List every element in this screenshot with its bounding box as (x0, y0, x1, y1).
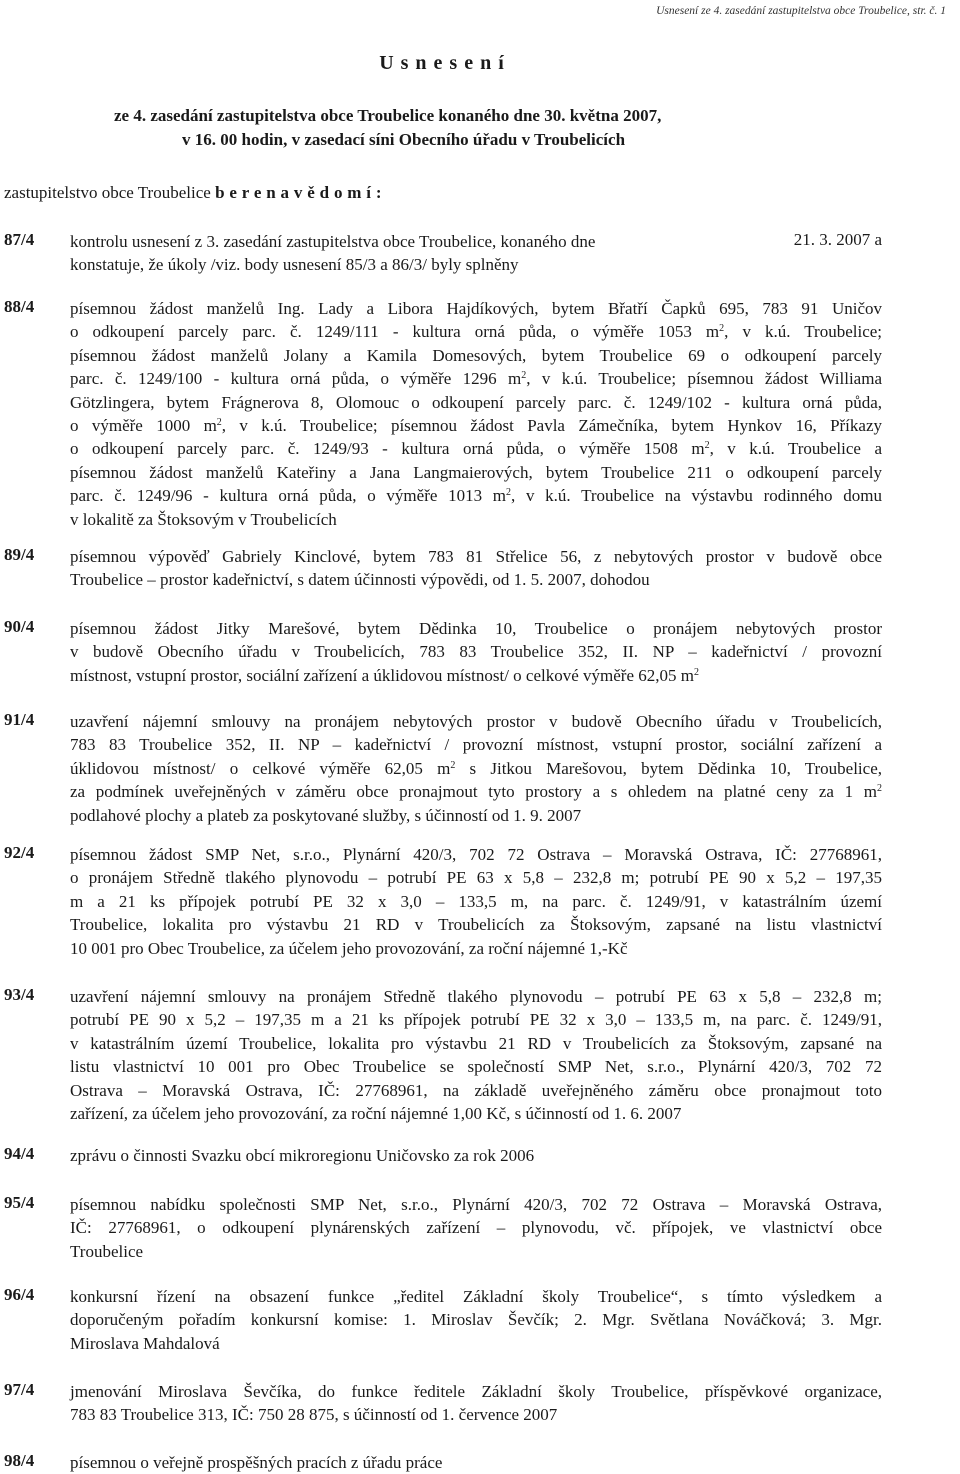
resolution-88-4 (4, 297, 882, 531)
resolution-90-4 (4, 617, 882, 687)
resolution-line: o pronájem Středně tlakého plynovodu – potrubí PE 63 x 5,8 – 232,8 m; potrubí PE 90 x 5,2 – 197,35 (70, 868, 882, 888)
resolution-line: písemnou nabídku společnosti SMP Net, s.r.o., Plynární 420/3, 702 72 Ostrava – Moravská Ostrava, (70, 1195, 882, 1214)
resolution-text (70, 617, 882, 687)
resolution-line: konkursní řízení na obsazení funkce „ředitel Základní školy Troubelice“, s tímto výsledkem a (70, 1287, 882, 1306)
resolution-text (70, 710, 882, 827)
resolution-line: v katastrálním území Troubelice, lokalita pro výstavbu 21 RD v Troubelicích za Štoksovým, zapsané na (70, 1033, 882, 1053)
intro-text: zastupitelstvo obce Troubelice (4, 183, 216, 202)
resolution-text (70, 843, 882, 960)
resolution-line: potrubí PE 90 x 5,2 – 197,35 m a 21 ks přípojek potrubí PE 32 x 3,0 – 133,5 m, na parc. č. 1249/91, (70, 1010, 882, 1030)
running-header: Usnesení ze 4. zasedání zastupitelstva obce Troubelice, str. č. 1 (656, 5, 946, 17)
resolution-94-4 (4, 1144, 882, 1167)
resolution-91-4 (4, 710, 882, 827)
resolution-number: 87/4 (4, 230, 35, 249)
resolution-line: písemnou žádost manželů Jolany a Kamila Domesových, bytem Troubelice 69 o odkoupení parcely (70, 345, 882, 365)
resolution-line: místnost, vstupní prostor, sociální zařízení a úklidovou místnost/ o celkové výměře 62,05 $m^2$ (70, 665, 699, 685)
resolution-line: IČ: 27768961, o odkoupení plynárenských zařízení – plynovodu, vč. přípojek, ve vlastnictví obce (70, 1218, 882, 1238)
resolution-number: 97/4 (4, 1380, 35, 1399)
resolution-93-4 (4, 985, 882, 1125)
resolution-line: Troubelice, lokalita pro výstavbu 21 RD v Troubelicích za Štoksovým, zapsané na listu vlastnictví (70, 915, 882, 935)
intro-emphasis: b e r e n a v ě d o m í : (215, 183, 382, 202)
resolution-line: úklidovou místnost/ o celkové výměře 62,05 $m^2$ s Jitkou Marešovou, bytem Dědinka 10, Troubelice, (70, 758, 882, 778)
intro-statement (4, 183, 382, 203)
resolution-line: 10 001 pro Obec Troubelice, za účelem jeho provozování, za roční nájemné 1,-Kč (70, 938, 628, 958)
resolution-line: písemnou žádost SMP Net, s.r.o., Plynární 420/3, 702 72 Ostrava – Moravská Ostrava, IČ: 27768961, (70, 845, 882, 864)
resolution-line: o odkoupení parcely parc. č. 1249/111 - kultura orná půda, o výměře 1053 $m^2$, v k.ú. Troubelice; (70, 322, 883, 342)
resolution-number: 93/4 (4, 985, 35, 1004)
resolution-97-4 (4, 1380, 882, 1427)
resolution-line: podlahové plochy a plateb za poskytované služby, s účinností od 1. 9. 2007 (70, 805, 582, 825)
resolution-number: 92/4 (4, 843, 35, 862)
resolution-number: 96/4 (4, 1285, 35, 1304)
resolution-text (70, 1380, 882, 1427)
resolution-text (70, 230, 882, 277)
resolution-number: 95/4 (4, 1193, 35, 1212)
resolution-line: zprávu o činnosti Svazku obcí mikroregionu Uničovsko za rok 2006 (70, 1146, 535, 1165)
resolution-text (70, 545, 882, 592)
resolution-date-aside: 21. 3. 2007 a (793, 230, 882, 249)
resolution-line: písemnou výpověď Gabriely Kinclové, bytem 783 81 Střelice 56, z nebytových prostor v budově obce (70, 547, 882, 566)
resolution-text (70, 297, 882, 531)
document-title: U s n e s e n í (379, 52, 505, 74)
resolution-line: doporučeným pořadím konkursní komise: 1. Miroslav Ševčík; 2. Mgr. Světlana Nováčková; 3. Mgr. (70, 1310, 882, 1330)
resolution-96-4 (4, 1285, 882, 1355)
resolution-line: zařízení, za účelem jeho provozování, za roční nájemné 1,00 Kč, s účinností od 1. 6. 2007 (70, 1104, 682, 1124)
resolution-line: uzavření nájemní smlouvy na pronájem Středně tlakého plynovodu – potrubí PE 63 x 5,8 – 232,8 m; (70, 987, 882, 1006)
resolution-line: za podmínek uveřejněných v záměru obce pronajmout tyto prostory a s ohledem na platné ceny za 1 $m^2$ (70, 782, 882, 802)
resolution-95-4 (4, 1193, 882, 1263)
resolution-number: 98/4 (4, 1451, 35, 1470)
resolution-line: uzavření nájemní smlouvy na pronájem nebytových prostor v budově Obecního úřadu v Troubelicích, (70, 712, 882, 731)
resolution-line: písemnou žádost manželů Kateřiny a Jana Langmaierových, bytem Troubelice 211 o odkoupení parcely (70, 462, 882, 482)
resolution-number: 91/4 (4, 710, 35, 729)
resolution-89-4 (4, 545, 882, 592)
resolution-text (70, 1144, 882, 1167)
resolution-number: 94/4 (4, 1144, 35, 1163)
resolution-number: 88/4 (4, 297, 35, 316)
document-subtitle (114, 104, 661, 151)
resolution-text (70, 985, 882, 1125)
resolution-line: Troubelice (70, 1241, 144, 1261)
resolution-92-4 (4, 843, 882, 960)
resolution-line: Miroslava Mahdalová (70, 1333, 220, 1353)
resolution-line: m a 21 ks přípojek potrubí PE 32 x 3,0 – 133,5 m, na parc. č. 1249/91, v katastrálním území (70, 891, 882, 911)
resolution-number: 90/4 (4, 617, 35, 636)
resolution-line: Troubelice – prostor kadeřnictví, s datem účinnosti výpovědi, od 1. 5. 2007, dohodou (70, 570, 650, 590)
resolution-text (70, 1193, 882, 1263)
resolution-line: v lokalitě za Štoksovým v Troubelicích (70, 509, 337, 529)
resolution-line: v budově Obecního úřadu v Troubelicích, 783 83 Troubelice 352, II. NP – kadeřnictví / provozní (70, 642, 882, 662)
resolution-line: jmenování Miroslava Ševčíka, do funkce ředitele Základní školy Troubelice, příspěvkové organizace, (70, 1382, 882, 1401)
resolution-98-4 (4, 1451, 882, 1474)
subtitle-line-1: ze 4. zasedání zastupitelstva obce Troubelice konaného dne 30. května 2007, (114, 106, 662, 125)
resolution-text (70, 1451, 882, 1474)
resolution-line: písemnou žádost manželů Ing. Lady a Libora Hajdíkových, bytem Břatří Čapků 695, 783 91 Uničov (70, 299, 882, 318)
resolution-line: konstatuje, že úkoly /viz. body usnesení 85/3 a 86/3/ byly splněny (70, 255, 519, 275)
resolution-line: 783 83 Troubelice 352, II. NP – kadeřnictví / provozní místnost, vstupní prostor, sociální zařízení a (70, 735, 882, 755)
resolution-line: Götzlingera, bytem Frágnerova 8, Olomouc o odkoupení parcely parc. č. 1249/102 - kultura orná půda, (70, 392, 882, 412)
resolution-line: 783 83 Troubelice 313, IČ: 750 28 875, s účinností od 1. července 2007 (70, 1405, 558, 1425)
resolution-line: o výměře 1000 $m^2$, v k.ú. Troubelice; písemnou žádost Pavla Zámečníka, bytem Hynkov 16, Příkazy (70, 416, 882, 436)
resolution-line: písemnou žádost Jitky Marešové, bytem Dědinka 10, Troubelice o pronájem nebytových prostor (70, 619, 882, 638)
resolution-text (70, 1285, 882, 1355)
resolution-line: Ostrava – Moravská Ostrava, IČ: 27768961, na základě uveřejněného záměru obce pronajmout toto (70, 1080, 882, 1100)
resolution-line: parc. č. 1249/100 - kultura orná půda, o výměře 1296 $m^2$, v k.ú. Troubelice; písemnou žádost Williama (70, 369, 882, 389)
resolution-line: listu vlastnictví 10 001 pro Obec Troubelice se společností SMP Net, s.r.o., Plynární 420/3, 702 72 (70, 1057, 882, 1077)
resolution-line: o odkoupení parcely parc. č. 1249/93 - kultura orná půda, o výměře 1508 $m^2$, v k.ú. Troubelice a (70, 439, 882, 459)
resolution-line: parc. č. 1249/96 - kultura orná půda, o výměře 1013 $m^2$, v k.ú. Troubelice na výstavbu rodinného domu (70, 486, 882, 506)
resolution-87-4 (4, 230, 882, 277)
resolution-line: písemnou o veřejně prospěšných pracích z úřadu práce (70, 1453, 443, 1472)
resolution-number: 89/4 (4, 545, 35, 564)
subtitle-line-2: v 16. 00 hodin, v zasedací síni Obecního úřadu v Troubelicích (182, 129, 626, 149)
resolution-line: kontrolu usnesení z 3. zasedání zastupitelstva obce Troubelice, konaného dne (70, 232, 596, 251)
